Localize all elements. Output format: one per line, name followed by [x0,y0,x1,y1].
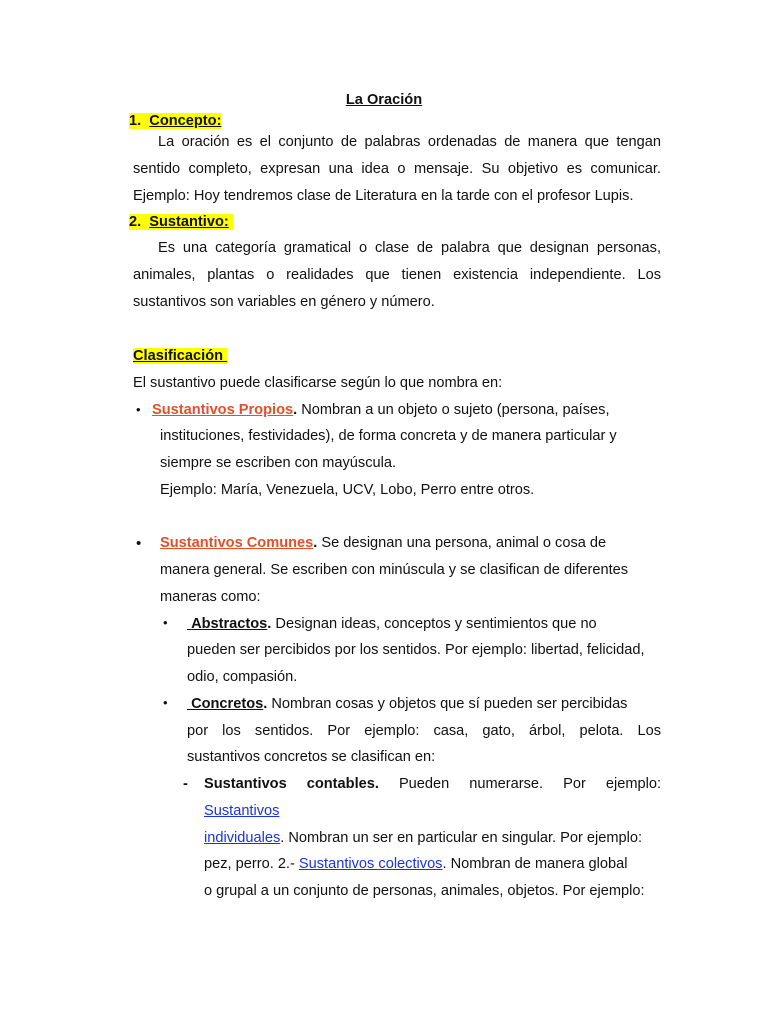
s1-paragraph-line: La oración es el conjunto de palabras ordenadas de manera que tengan [158,134,661,150]
abstractos-line-3: odio, compasión. [187,669,298,685]
section-2-number: 2. [129,214,142,230]
propios-line-1: Sustantivos Propios. Nombran a un objeto o sujeto (persona, países, [152,402,610,418]
comunes-line-3: maneras como: [160,589,261,605]
contables-line-1: Sustantivos contables. Pueden numerarse. Por ejemplo: [204,776,661,792]
clasificacion-intro: El sustantivo puede clasificarse según lo que nombra en: [133,375,503,391]
propios-line-2: instituciones, festividades), de forma concreta y de manera particular y [160,428,617,444]
section-1-title: Concepto: [149,113,222,129]
comunes-term: Sustantivos Comunes [160,535,314,551]
section-2-title: Sustantivo: [149,214,229,230]
contables-term: Sustantivos contables. [204,776,379,792]
section-2-heading [129,213,657,231]
clasificacion-heading [133,347,661,365]
comunes-line-1: Sustantivos Comunes. Se designan una persona, animal o cosa de [160,535,607,551]
comunes-line-2: manera general. Se escriben con minúscula y se clasifican de diferentes [160,562,629,578]
propios-line-3: siempre se escriben con mayúscula. [160,455,397,471]
concretos-line-1: Concretos. Nombran cosas y objetos que sí pueden ser percibidas [187,695,715,713]
propios-example: Ejemplo: María, Venezuela, UCV, Lobo, Perro entre otros. [160,482,535,498]
section-1-heading [129,112,657,130]
abstractos-line-1: Abstractos. Designan ideas, conceptos y sentimientos que no [187,615,715,633]
s1-paragraph-line: Ejemplo: Hoy tendremos clase de Literatura en la tarde con el profesor Lupis. [133,188,634,204]
propios-term: Sustantivos Propios [152,402,294,418]
title-text: La Oración [345,92,423,108]
contables-line-4: pez, perro. 2.- Sustantivos colectivos. Nombran de manera global [204,856,628,872]
s2-paragraph-line: Es una categoría gramatical o clase de palabra que designan personas, [158,240,661,256]
link-sustantivos-individuales[interactable]: Sustantivos [204,803,280,819]
bullet-abstractos: • [163,615,168,630]
s2-paragraph-line: sustantivos son variables en género y número. [133,294,435,310]
abstractos-line-2: pueden ser percibidos por los sentidos. Por ejemplo: libertad, felicidad, [187,642,645,658]
link-sustantivos-individuales-cont[interactable]: individuales [204,830,281,846]
contables-line-2 [204,802,661,820]
s1-paragraph-line: sentido completo, expresan una idea o mensaje. Su objetivo es comunicar. [133,161,661,177]
contables-line-5: o grupal a un conjunto de personas, animales, objetos. Por ejemplo: [204,883,645,899]
bullet-propios: • [136,402,141,417]
dash-contables: - [183,776,188,792]
document-title [0,91,768,109]
link-sustantivos-colectivos[interactable]: Sustantivos colectivos [298,856,443,872]
concretos-line-3: sustantivos concretos se clasifican en: [187,749,436,765]
s2-paragraph-line: animales, plantas o realidades que tienen existencia independiente. Los [133,267,661,283]
section-1-number: 1. [129,113,142,129]
contables-line-3: individuales. Nombran un ser en particular en singular. Por ejemplo: [204,830,643,846]
abstractos-term: Abstractos [191,616,268,632]
bullet-comunes: • [136,535,142,552]
concretos-line-2: por los sentidos. Por ejemplo: casa, gato, árbol, pelota. Los [187,723,661,739]
clasificacion-title: Clasificación [133,348,224,364]
bullet-concretos: • [163,695,168,710]
concretos-term: Concretos [191,696,264,712]
